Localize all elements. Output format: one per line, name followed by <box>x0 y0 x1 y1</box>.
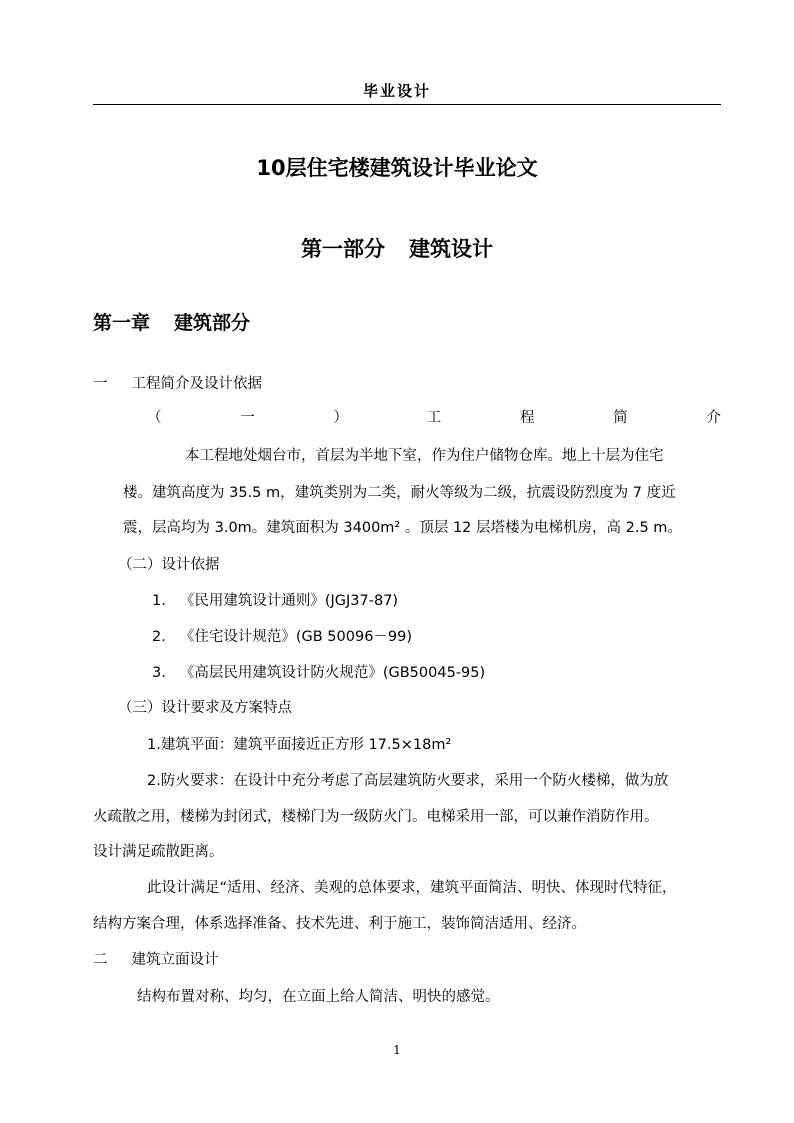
paragraph-line: 1.建筑平面：建筑平面接近正方形 17.5×18m² <box>147 737 452 753</box>
paragraph-line: 此设计满足“适用、经济、美观的总体要求，建筑平面简洁、明快、体现时代特征， <box>147 880 677 896</box>
paragraph-line: 震，层高均为 3.0m。建筑面积为 3400m² 。顶层 12 层塔楼为电梯机房，高 2.5 m。 <box>123 520 682 536</box>
section-number: 二 <box>93 952 108 968</box>
list-item <box>152 625 412 646</box>
list-number: 3. <box>152 665 166 681</box>
paragraph-line: 结构方案合理，体系选择准备、技术先进、利于施工，装饰简洁适用、经济。 <box>93 916 586 932</box>
paragraph-line: 本工程地处烟台市，首层为半地下室，作为住户储物仓库。地上十层为住宅 <box>185 448 664 464</box>
section-heading-1 <box>93 372 262 393</box>
section-heading-2 <box>93 948 219 969</box>
section-title: 建筑立面设计 <box>131 952 219 968</box>
subsection-heading-3: （三）设计要求及方案特点 <box>118 700 292 716</box>
heading-char: （ <box>147 410 162 426</box>
paragraph-line: 2.防火要求：在设计中充分考虑了高层建筑防火要求，采用一个防火楼梯，做为放 <box>147 773 669 789</box>
paragraph-line: 楼。建筑高度为 35.5 m，建筑类别为二类，耐火等级为二级，抗震设防烈度为 7 度近 <box>123 485 676 501</box>
section-number: 一 <box>93 376 108 392</box>
list-number: 1. <box>152 593 166 609</box>
heading-char: 程 <box>520 410 535 426</box>
list-text: 《民用建筑设计通则》(JGJ37-87) <box>179 593 399 609</box>
part-name: 建筑设计 <box>409 237 493 261</box>
paragraph-line: 结构布置对称、均匀，在立面上给人简洁、明快的感觉。 <box>137 989 500 1005</box>
running-header: 毕业设计 <box>362 82 431 100</box>
heading-char: ） <box>333 410 348 426</box>
chapter-name: 建筑部分 <box>174 312 251 334</box>
list-text: 《高层民用建筑设计防火规范》(GB50045-95) <box>179 665 486 681</box>
paragraph-line: 设计满足疏散距离。 <box>93 844 224 860</box>
part-label: 第一部分 <box>301 237 385 261</box>
heading-char: 工 <box>426 410 442 426</box>
list-number: 2. <box>152 629 166 645</box>
list-item <box>152 589 398 610</box>
section-title: 工程简介及设计依据 <box>131 376 262 392</box>
header-rule <box>93 104 721 105</box>
list-item <box>152 661 485 682</box>
chapter-title <box>93 308 250 335</box>
list-text: 《住宅设计规范》(GB 50096－99) <box>179 629 413 645</box>
subsection-heading-1 <box>147 406 721 427</box>
chapter-label: 第一章 <box>93 312 151 334</box>
document-title: 10层住宅楼建筑设计毕业论文 <box>256 156 538 180</box>
part-title <box>0 233 794 263</box>
page-number: 1 <box>393 1043 401 1057</box>
paragraph-line: 火疏散之用，楼梯为封闭式，楼梯门为一级防火门。电梯采用一部，可以兼作消防作用。 <box>93 809 659 825</box>
heading-char: 一 <box>240 410 255 426</box>
heading-char: 简 <box>613 410 628 426</box>
heading-char: 介 <box>706 410 721 426</box>
subsection-heading-2: （二）设计依据 <box>118 557 220 573</box>
